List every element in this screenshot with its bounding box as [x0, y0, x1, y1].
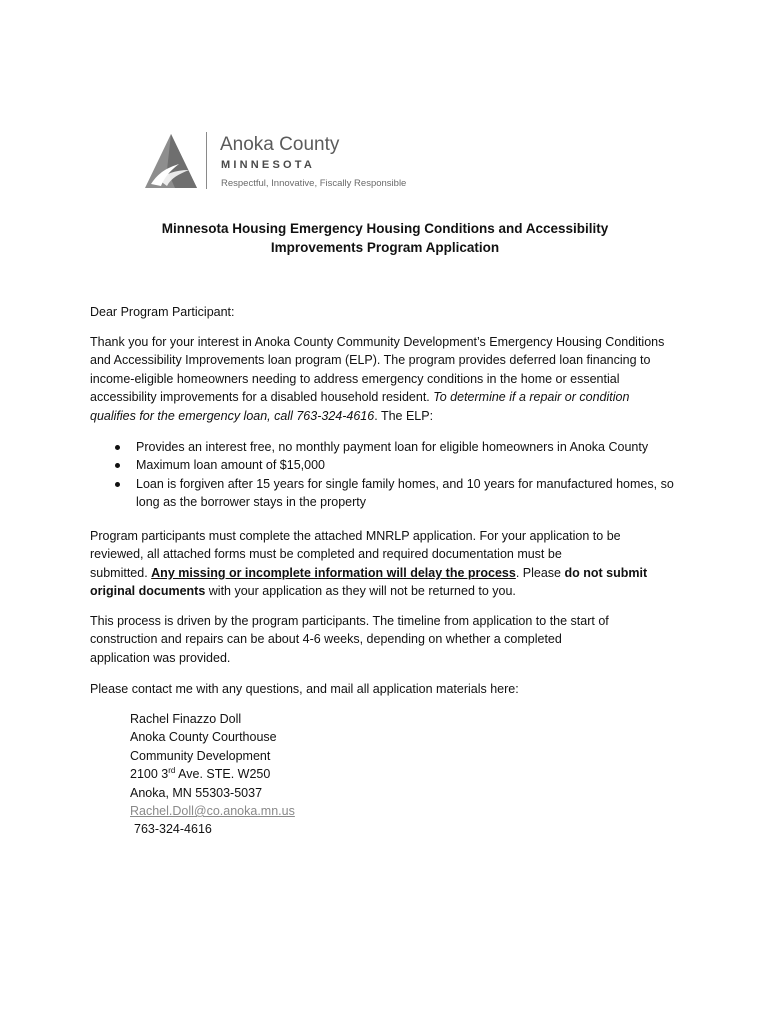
street-rest: Ave. STE. W250	[175, 767, 271, 782]
timeline-line-3: application was provided.	[90, 650, 231, 665]
intro-line-4-italic: To determine if a repair or condition	[433, 390, 630, 405]
intro-line-3: income-eligible homeowners needing to address emergency conditions in the home or essential	[90, 371, 620, 386]
intro-line-1: Thank you for your interest in Anoka County Community Development’s Emergency Housing Conditions	[90, 335, 665, 349]
benefit-2-text: Maximum loan amount of $15,000	[136, 458, 325, 473]
logo-divider	[206, 132, 207, 189]
salutation: Dear Program Participant:	[90, 305, 235, 319]
program-benefits-list	[112, 438, 692, 512]
contact-email-link[interactable]: Rachel.Doll@co.anoka.mn.us	[130, 804, 295, 819]
intro-line-5-italic: qualifies for the emergency loan, call 763-324-4616	[90, 408, 375, 423]
requirements-line-2: reviewed, all attached forms must be completed and required documentation must be	[90, 547, 562, 562]
contact-phone: 763-324-4616	[134, 822, 212, 837]
list-item	[112, 456, 692, 474]
logo-state-name: MINNESOTA	[221, 159, 315, 171]
document-title-line-2: Improvements Program Application	[270, 240, 500, 255]
anoka-county-logo-mark-icon	[145, 134, 197, 188]
requirements-line-3-start: submitted.	[90, 565, 148, 580]
requirements-line-4-end: with your application as they will not be returned to you.	[208, 584, 516, 599]
intro-line-4-text: accessibility improvements for a disabled household resident.	[90, 390, 430, 405]
contact-intro: Please contact me with any questions, and mail all application materials here:	[90, 682, 519, 696]
contact-city: Anoka, MN 55303-5037	[130, 785, 263, 800]
requirements-line-1: Program participants must complete the attached MNRLP application. For your application to be	[90, 529, 621, 543]
benefit-1-text: Provides an interest free, no monthly payment loan for eligible homeowners in Anoka County	[136, 440, 649, 454]
requirements-paragraph	[90, 527, 690, 601]
list-item	[112, 475, 692, 512]
intro-paragraph	[90, 333, 690, 425]
document-title	[90, 219, 680, 257]
contact-department: Community Development	[130, 748, 271, 763]
do-not-submit-warning: do not submit	[564, 565, 648, 580]
street-ordinal: rd	[168, 766, 176, 776]
document-title-line-1: Minnesota Housing Emergency Housing Conditions and Accessibility	[161, 221, 609, 236]
requirements-line-3	[90, 564, 690, 582]
intro-line-4	[90, 388, 690, 406]
intro-line-2: and Accessibility Improvements loan program (ELP). The program provides deferred loan financing to	[90, 353, 651, 368]
list-item	[112, 438, 692, 456]
timeline-line-1: This process is driven by the program participants. The timeline from application to the start of	[90, 614, 609, 628]
logo-county-name: Anoka County	[220, 134, 340, 155]
mailing-address	[130, 710, 295, 839]
requirements-line-4	[90, 582, 690, 600]
benefit-3-line-1: Loan is forgiven after 15 years for single family homes, and 10 years for manufactured homes, so	[136, 476, 674, 491]
intro-line-5	[90, 407, 690, 425]
intro-line-5-text: . The ELP:	[374, 408, 434, 423]
requirements-line-3-mid: . Please	[515, 565, 561, 580]
anoka-county-logo	[145, 130, 455, 192]
original-documents-warning: original documents	[90, 584, 206, 599]
contact-street	[130, 765, 295, 783]
contact-building: Anoka County Courthouse	[130, 730, 277, 745]
contact-name: Rachel Finazzo Doll	[130, 712, 242, 726]
benefit-3-line-2: long as the borrower stays in the property	[136, 495, 366, 510]
street-number: 2100 3	[130, 767, 169, 782]
delay-warning: Any missing or incomplete information will delay the process	[151, 565, 516, 580]
timeline-paragraph	[90, 612, 690, 667]
timeline-line-2: construction and repairs can be about 4-6 weeks, depending on whether a completed	[90, 632, 562, 647]
logo-tagline: Respectful, Innovative, Fiscally Responsible	[221, 178, 407, 189]
